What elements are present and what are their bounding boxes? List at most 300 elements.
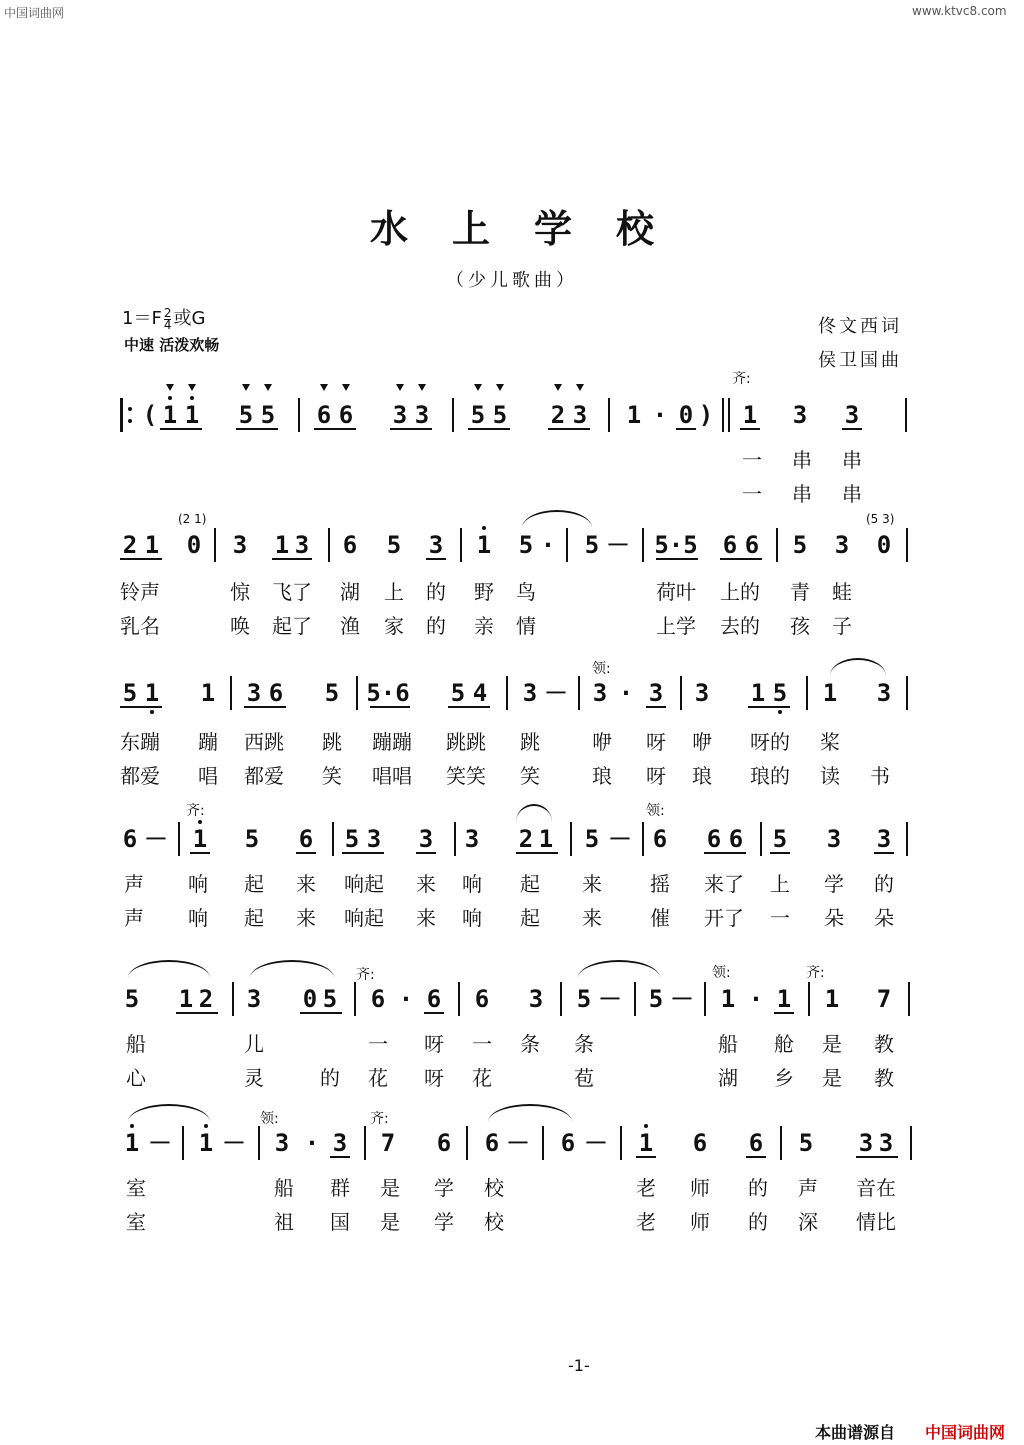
note: 3 bbox=[232, 531, 248, 559]
barline bbox=[214, 528, 216, 562]
barline bbox=[780, 1126, 782, 1160]
lyric: 都爱 bbox=[120, 764, 160, 788]
time-signature bbox=[163, 305, 172, 332]
note: 5 bbox=[124, 985, 140, 1013]
note: 4 bbox=[472, 679, 488, 707]
lyric: 来了 bbox=[704, 872, 744, 896]
note: 5 bbox=[648, 985, 664, 1013]
song-subtitle: （少儿歌曲） bbox=[446, 270, 578, 291]
underline bbox=[190, 852, 210, 854]
key-signature bbox=[122, 304, 205, 331]
lyric: 书 bbox=[870, 764, 890, 788]
accent-mark bbox=[188, 384, 196, 391]
note: 1 bbox=[274, 531, 290, 559]
note: 5 bbox=[798, 1129, 814, 1157]
note: 6 bbox=[338, 401, 354, 429]
barline bbox=[728, 398, 730, 432]
note: 2 bbox=[122, 531, 138, 559]
note: 5 bbox=[238, 401, 254, 429]
barline bbox=[620, 1126, 622, 1160]
underline bbox=[636, 1156, 656, 1158]
underline bbox=[656, 558, 698, 560]
lyric: 船 bbox=[126, 1032, 146, 1056]
note: 1 bbox=[638, 1129, 654, 1157]
page-number: -1- bbox=[568, 1356, 590, 1375]
lyric: 来 bbox=[582, 906, 602, 930]
note: 1 bbox=[162, 401, 178, 429]
lyric: 响起 bbox=[344, 872, 384, 896]
time-denominator: 4 bbox=[163, 317, 172, 332]
accent-mark bbox=[474, 384, 482, 391]
lyric: 起 bbox=[520, 872, 540, 896]
score-line-4 bbox=[0, 803, 1024, 862]
note: 1 bbox=[178, 985, 194, 1013]
lyric: 是 bbox=[380, 1210, 400, 1234]
paren: ) bbox=[698, 401, 714, 429]
score-line-3 bbox=[0, 661, 1024, 716]
lyric: 荷叶 bbox=[656, 580, 696, 604]
lyric: 串 bbox=[792, 448, 812, 472]
note: 6 bbox=[706, 825, 722, 853]
lyric: 串 bbox=[792, 482, 812, 506]
lyric: 渔 bbox=[340, 614, 360, 638]
lyric: 的 bbox=[426, 614, 446, 638]
lyrics-line-6-verse-1 bbox=[0, 1172, 1024, 1202]
note: 3 bbox=[464, 825, 480, 853]
lyric: 一 bbox=[742, 448, 762, 472]
note: 1 bbox=[144, 679, 160, 707]
lyric: 船 bbox=[274, 1176, 294, 1200]
underline bbox=[236, 428, 278, 430]
repeat-barline bbox=[120, 398, 123, 432]
underline bbox=[704, 852, 746, 854]
accent-mark bbox=[166, 384, 174, 391]
lyric: 去的 bbox=[720, 614, 760, 638]
lyric: 孩 bbox=[790, 614, 810, 638]
lyric: 唱唱 bbox=[372, 764, 412, 788]
dot-extension: · bbox=[304, 1129, 320, 1157]
tempo-marking: 中速 活泼欢畅 bbox=[124, 336, 220, 354]
underline bbox=[468, 428, 510, 430]
barline bbox=[354, 982, 356, 1016]
note: 6 bbox=[692, 1129, 708, 1157]
underline bbox=[272, 558, 312, 560]
barline bbox=[908, 982, 910, 1016]
lyric: 呀 bbox=[646, 764, 666, 788]
note: 3 bbox=[844, 401, 860, 429]
barline bbox=[905, 398, 907, 432]
octave-dot bbox=[198, 820, 202, 824]
note: 3 bbox=[246, 985, 262, 1013]
note: 6 bbox=[728, 825, 744, 853]
barline bbox=[356, 676, 358, 710]
mark-qi: 齐: bbox=[186, 803, 205, 819]
barline bbox=[808, 982, 810, 1016]
underline bbox=[416, 852, 436, 854]
slur bbox=[488, 1104, 572, 1122]
lyrics-line-3-verse-2 bbox=[0, 760, 1024, 790]
note: 3 bbox=[528, 985, 544, 1013]
lyric: 惊 bbox=[230, 580, 250, 604]
note: 5·6 bbox=[366, 679, 410, 707]
underline bbox=[296, 852, 316, 854]
note: 3 bbox=[414, 401, 430, 429]
rest: 0 bbox=[678, 401, 694, 429]
lyric: 校 bbox=[484, 1176, 504, 1200]
lyric: 咿 bbox=[592, 730, 612, 754]
note: 1 bbox=[626, 401, 642, 429]
accent-mark bbox=[342, 384, 350, 391]
barline bbox=[906, 528, 908, 562]
lyric: 乳名 bbox=[120, 614, 160, 638]
note: 1 bbox=[824, 985, 840, 1013]
lyric: 祖 bbox=[274, 1210, 294, 1234]
barline bbox=[806, 676, 808, 710]
lyrics-line-2-verse-1 bbox=[0, 576, 1024, 606]
note: 5 bbox=[386, 531, 402, 559]
lyric: 国 bbox=[330, 1210, 350, 1234]
repeat-dot bbox=[128, 407, 132, 411]
footer-site-name[interactable]: 中国词曲网 bbox=[925, 1423, 1006, 1442]
underline bbox=[740, 428, 760, 430]
underline bbox=[330, 1156, 350, 1158]
barline bbox=[642, 528, 644, 562]
note: 5 bbox=[576, 985, 592, 1013]
note: 6 bbox=[560, 1129, 576, 1157]
accent-mark bbox=[396, 384, 404, 391]
lyric: 串 bbox=[842, 482, 862, 506]
underline bbox=[426, 558, 446, 560]
low-octave-dot bbox=[778, 710, 782, 714]
score-line-6 bbox=[0, 1111, 1024, 1166]
lyric: 起了 bbox=[272, 614, 312, 638]
lyric: 都爱 bbox=[244, 764, 284, 788]
underline bbox=[300, 1012, 342, 1014]
note: 1 bbox=[200, 679, 216, 707]
note: 1 bbox=[538, 825, 554, 853]
lyric: 是 bbox=[822, 1032, 842, 1056]
lyric: 校 bbox=[484, 1210, 504, 1234]
barline bbox=[566, 528, 568, 562]
note: ( bbox=[142, 401, 158, 429]
accent-mark bbox=[496, 384, 504, 391]
barline bbox=[182, 1126, 184, 1160]
lyric: 起 bbox=[520, 906, 540, 930]
underline bbox=[390, 428, 432, 430]
underline bbox=[770, 852, 790, 854]
song-title: 水上学校 bbox=[369, 206, 698, 251]
lyric: 老 bbox=[636, 1210, 656, 1234]
lyric: 笑 bbox=[520, 764, 540, 788]
note: 3 bbox=[418, 825, 434, 853]
score-line-1 bbox=[0, 371, 1024, 438]
lyric: 唤 bbox=[230, 614, 250, 638]
lyric: 师 bbox=[690, 1210, 710, 1234]
lyric: 是 bbox=[380, 1176, 400, 1200]
barline bbox=[178, 822, 180, 856]
underline bbox=[548, 428, 590, 430]
note: 2 bbox=[518, 825, 534, 853]
lyric: 老 bbox=[636, 1176, 656, 1200]
barline bbox=[328, 528, 330, 562]
key-prefix: 1＝F bbox=[122, 308, 162, 329]
note: 5·5 bbox=[654, 531, 698, 559]
grace-notes: (2 1) bbox=[178, 512, 207, 526]
note: 6 bbox=[474, 985, 490, 1013]
note: 3 bbox=[876, 825, 892, 853]
rest: 0 bbox=[302, 985, 318, 1013]
lyric: 来 bbox=[296, 872, 316, 896]
dash: － bbox=[148, 1129, 172, 1157]
lyrics-line-4-verse-1 bbox=[0, 868, 1024, 898]
lyric: 情 bbox=[516, 614, 536, 638]
dash: － bbox=[608, 825, 632, 853]
note: 5 bbox=[470, 401, 486, 429]
accent-mark bbox=[320, 384, 328, 391]
lyric: 蛙 bbox=[832, 580, 852, 604]
note: 7 bbox=[876, 985, 892, 1013]
lyric: 跳 bbox=[520, 730, 540, 754]
mark-ling: 领: bbox=[646, 803, 665, 819]
note: 3 bbox=[876, 679, 892, 707]
note: 3 bbox=[294, 531, 310, 559]
note: 1 bbox=[750, 679, 766, 707]
underline bbox=[424, 1012, 444, 1014]
lyric: 读 bbox=[820, 764, 840, 788]
note: 6 bbox=[342, 531, 358, 559]
octave-dot bbox=[190, 396, 194, 400]
lyric: 一 bbox=[368, 1032, 388, 1056]
accent-mark bbox=[242, 384, 250, 391]
note: 3 bbox=[826, 825, 842, 853]
lyric: 是 bbox=[822, 1066, 842, 1090]
lyric: 飞了 bbox=[272, 580, 312, 604]
slur bbox=[578, 960, 660, 978]
lyric: 上 bbox=[384, 580, 404, 604]
lyric: 蹦蹦 bbox=[372, 730, 412, 754]
lyric: 湖 bbox=[340, 580, 360, 604]
repeat-dot bbox=[128, 419, 132, 423]
note: 3 bbox=[366, 825, 382, 853]
lyric: 青 bbox=[790, 580, 810, 604]
lyrics-line-1-verse-2 bbox=[0, 478, 1024, 508]
slur bbox=[128, 1104, 210, 1122]
note: 6 bbox=[484, 1129, 500, 1157]
lyric: 来 bbox=[296, 906, 316, 930]
slur bbox=[516, 804, 552, 822]
lyricist-credit: 佟文西词 bbox=[818, 316, 902, 337]
lyric: 乡 bbox=[774, 1066, 794, 1090]
lyric: 情比 bbox=[856, 1210, 896, 1234]
slur bbox=[250, 960, 334, 978]
lyric: 来 bbox=[416, 906, 436, 930]
lyric: 群 bbox=[330, 1176, 350, 1200]
note: 5 bbox=[322, 985, 338, 1013]
accent-mark bbox=[264, 384, 272, 391]
underline bbox=[244, 706, 286, 708]
lyric: 子 bbox=[832, 614, 852, 638]
underline bbox=[676, 428, 696, 430]
underline bbox=[748, 706, 790, 708]
note: 3 bbox=[332, 1129, 348, 1157]
note: 3 bbox=[246, 679, 262, 707]
note: 5 bbox=[772, 679, 788, 707]
note: 3 bbox=[428, 531, 444, 559]
lyric: 学 bbox=[824, 872, 844, 896]
barline bbox=[634, 982, 636, 1016]
lyric: 呀 bbox=[424, 1066, 444, 1090]
lyric: 笑 bbox=[322, 764, 342, 788]
lyrics-line-5-verse-2 bbox=[0, 1062, 1024, 1092]
note: 5 bbox=[518, 531, 534, 559]
lyric: 苞 bbox=[574, 1066, 594, 1090]
key-suffix: 或G bbox=[173, 308, 206, 329]
mark-qi: 齐: bbox=[732, 371, 751, 387]
lyric: 教 bbox=[874, 1032, 894, 1056]
barline bbox=[506, 676, 508, 710]
note: 5 bbox=[772, 825, 788, 853]
lyric: 呀 bbox=[646, 730, 666, 754]
note: 7 bbox=[380, 1129, 396, 1157]
lyric: 催 bbox=[650, 906, 670, 930]
underline bbox=[746, 1156, 766, 1158]
lyric: 东蹦 bbox=[120, 730, 160, 754]
underline bbox=[720, 558, 762, 560]
note: 6 bbox=[722, 531, 738, 559]
note: 3 bbox=[694, 679, 710, 707]
lyric: 响 bbox=[462, 872, 482, 896]
lyric: 的 bbox=[874, 872, 894, 896]
lyrics-line-4-verse-2 bbox=[0, 902, 1024, 932]
barline bbox=[230, 676, 232, 710]
lyrics-line-3-verse-1 bbox=[0, 726, 1024, 756]
lyric: 起 bbox=[244, 872, 264, 896]
lyric: 湖 bbox=[718, 1066, 738, 1090]
lyric: 师 bbox=[690, 1176, 710, 1200]
barline bbox=[560, 982, 562, 1016]
lyric: 声 bbox=[124, 906, 144, 930]
lyric: 桨 bbox=[820, 730, 840, 754]
dot-extension: · bbox=[748, 985, 764, 1013]
barline bbox=[910, 1126, 912, 1160]
note: 6 bbox=[298, 825, 314, 853]
underline bbox=[160, 428, 202, 430]
barline bbox=[452, 398, 454, 432]
note: 1 bbox=[144, 531, 160, 559]
note: 6 bbox=[744, 531, 760, 559]
note: 3 bbox=[274, 1129, 290, 1157]
barline bbox=[460, 528, 462, 562]
barline bbox=[760, 822, 762, 856]
note: 6 bbox=[748, 1129, 764, 1157]
lyric: 蹦 bbox=[198, 730, 218, 754]
note: 3 bbox=[572, 401, 588, 429]
barline bbox=[680, 676, 682, 710]
lyric: 儿 bbox=[244, 1032, 264, 1056]
footer-source-label: 本曲谱源自 bbox=[815, 1423, 896, 1442]
lyric: 深 bbox=[798, 1210, 818, 1234]
dash: － bbox=[544, 679, 568, 707]
note: 6 bbox=[268, 679, 284, 707]
lyric: 学 bbox=[434, 1176, 454, 1200]
octave-dot bbox=[204, 1124, 208, 1128]
lyrics-line-2-verse-2 bbox=[0, 610, 1024, 640]
lyric: 琅 bbox=[592, 764, 612, 788]
dot-extension: · bbox=[540, 531, 556, 559]
lyric: 教 bbox=[874, 1066, 894, 1090]
lyric: 心 bbox=[126, 1066, 146, 1090]
note: 5 bbox=[344, 825, 360, 853]
note: 1 bbox=[198, 1129, 214, 1157]
note: 1 bbox=[776, 985, 792, 1013]
mark-qi: 齐: bbox=[370, 1111, 389, 1127]
dash: － bbox=[144, 825, 168, 853]
octave-dot bbox=[168, 396, 172, 400]
low-octave-dot bbox=[150, 710, 154, 714]
lyric: 笑笑 bbox=[446, 764, 486, 788]
accent-mark bbox=[576, 384, 584, 391]
lyric: 室 bbox=[126, 1210, 146, 1234]
accent-mark bbox=[418, 384, 426, 391]
underline bbox=[842, 428, 862, 430]
lyric: 响 bbox=[188, 906, 208, 930]
mark-ling: 领: bbox=[260, 1111, 279, 1127]
note: 6 bbox=[426, 985, 442, 1013]
mark-qi: 齐: bbox=[356, 967, 375, 983]
note: 3 bbox=[648, 679, 664, 707]
lyric: 跳跳 bbox=[446, 730, 486, 754]
mark-qi: 齐: bbox=[806, 965, 825, 981]
lyrics-line-5-verse-1 bbox=[0, 1028, 1024, 1058]
barline bbox=[454, 822, 456, 856]
lyric: 船 bbox=[718, 1032, 738, 1056]
dot-extension: · bbox=[618, 679, 634, 707]
underline bbox=[370, 706, 410, 708]
barline bbox=[332, 822, 334, 856]
note: 5 bbox=[450, 679, 466, 707]
lyric: 声 bbox=[798, 1176, 818, 1200]
lyric: 摇 bbox=[650, 872, 670, 896]
barline bbox=[722, 398, 724, 432]
lyric: 一 bbox=[770, 906, 790, 930]
lyric: 串 bbox=[842, 448, 862, 472]
mark-ling: 领: bbox=[712, 965, 731, 981]
dash: － bbox=[598, 985, 622, 1013]
lyric: 咿 bbox=[692, 730, 712, 754]
underline bbox=[774, 1012, 794, 1014]
dot-extension: · bbox=[398, 985, 414, 1013]
underline bbox=[176, 1012, 218, 1014]
slur bbox=[522, 510, 592, 528]
underline bbox=[874, 852, 894, 854]
dot-extension: · bbox=[652, 401, 668, 429]
note: 3 bbox=[392, 401, 408, 429]
underline bbox=[342, 852, 384, 854]
lyric: 上的 bbox=[720, 580, 760, 604]
octave-dot bbox=[130, 1124, 134, 1128]
watermark-top-right: www.ktvc8.com bbox=[912, 4, 1007, 18]
slur bbox=[830, 658, 886, 676]
lyric: 响起 bbox=[344, 906, 384, 930]
note: 3 bbox=[792, 401, 808, 429]
mark-ling: 领: bbox=[592, 661, 611, 677]
grace-notes: (5 3) bbox=[866, 512, 895, 526]
lyric: 呀的 bbox=[750, 730, 790, 754]
lyric: 来 bbox=[582, 872, 602, 896]
lyric: 的 bbox=[748, 1176, 768, 1200]
note: 5 bbox=[792, 531, 808, 559]
underline bbox=[120, 706, 162, 708]
